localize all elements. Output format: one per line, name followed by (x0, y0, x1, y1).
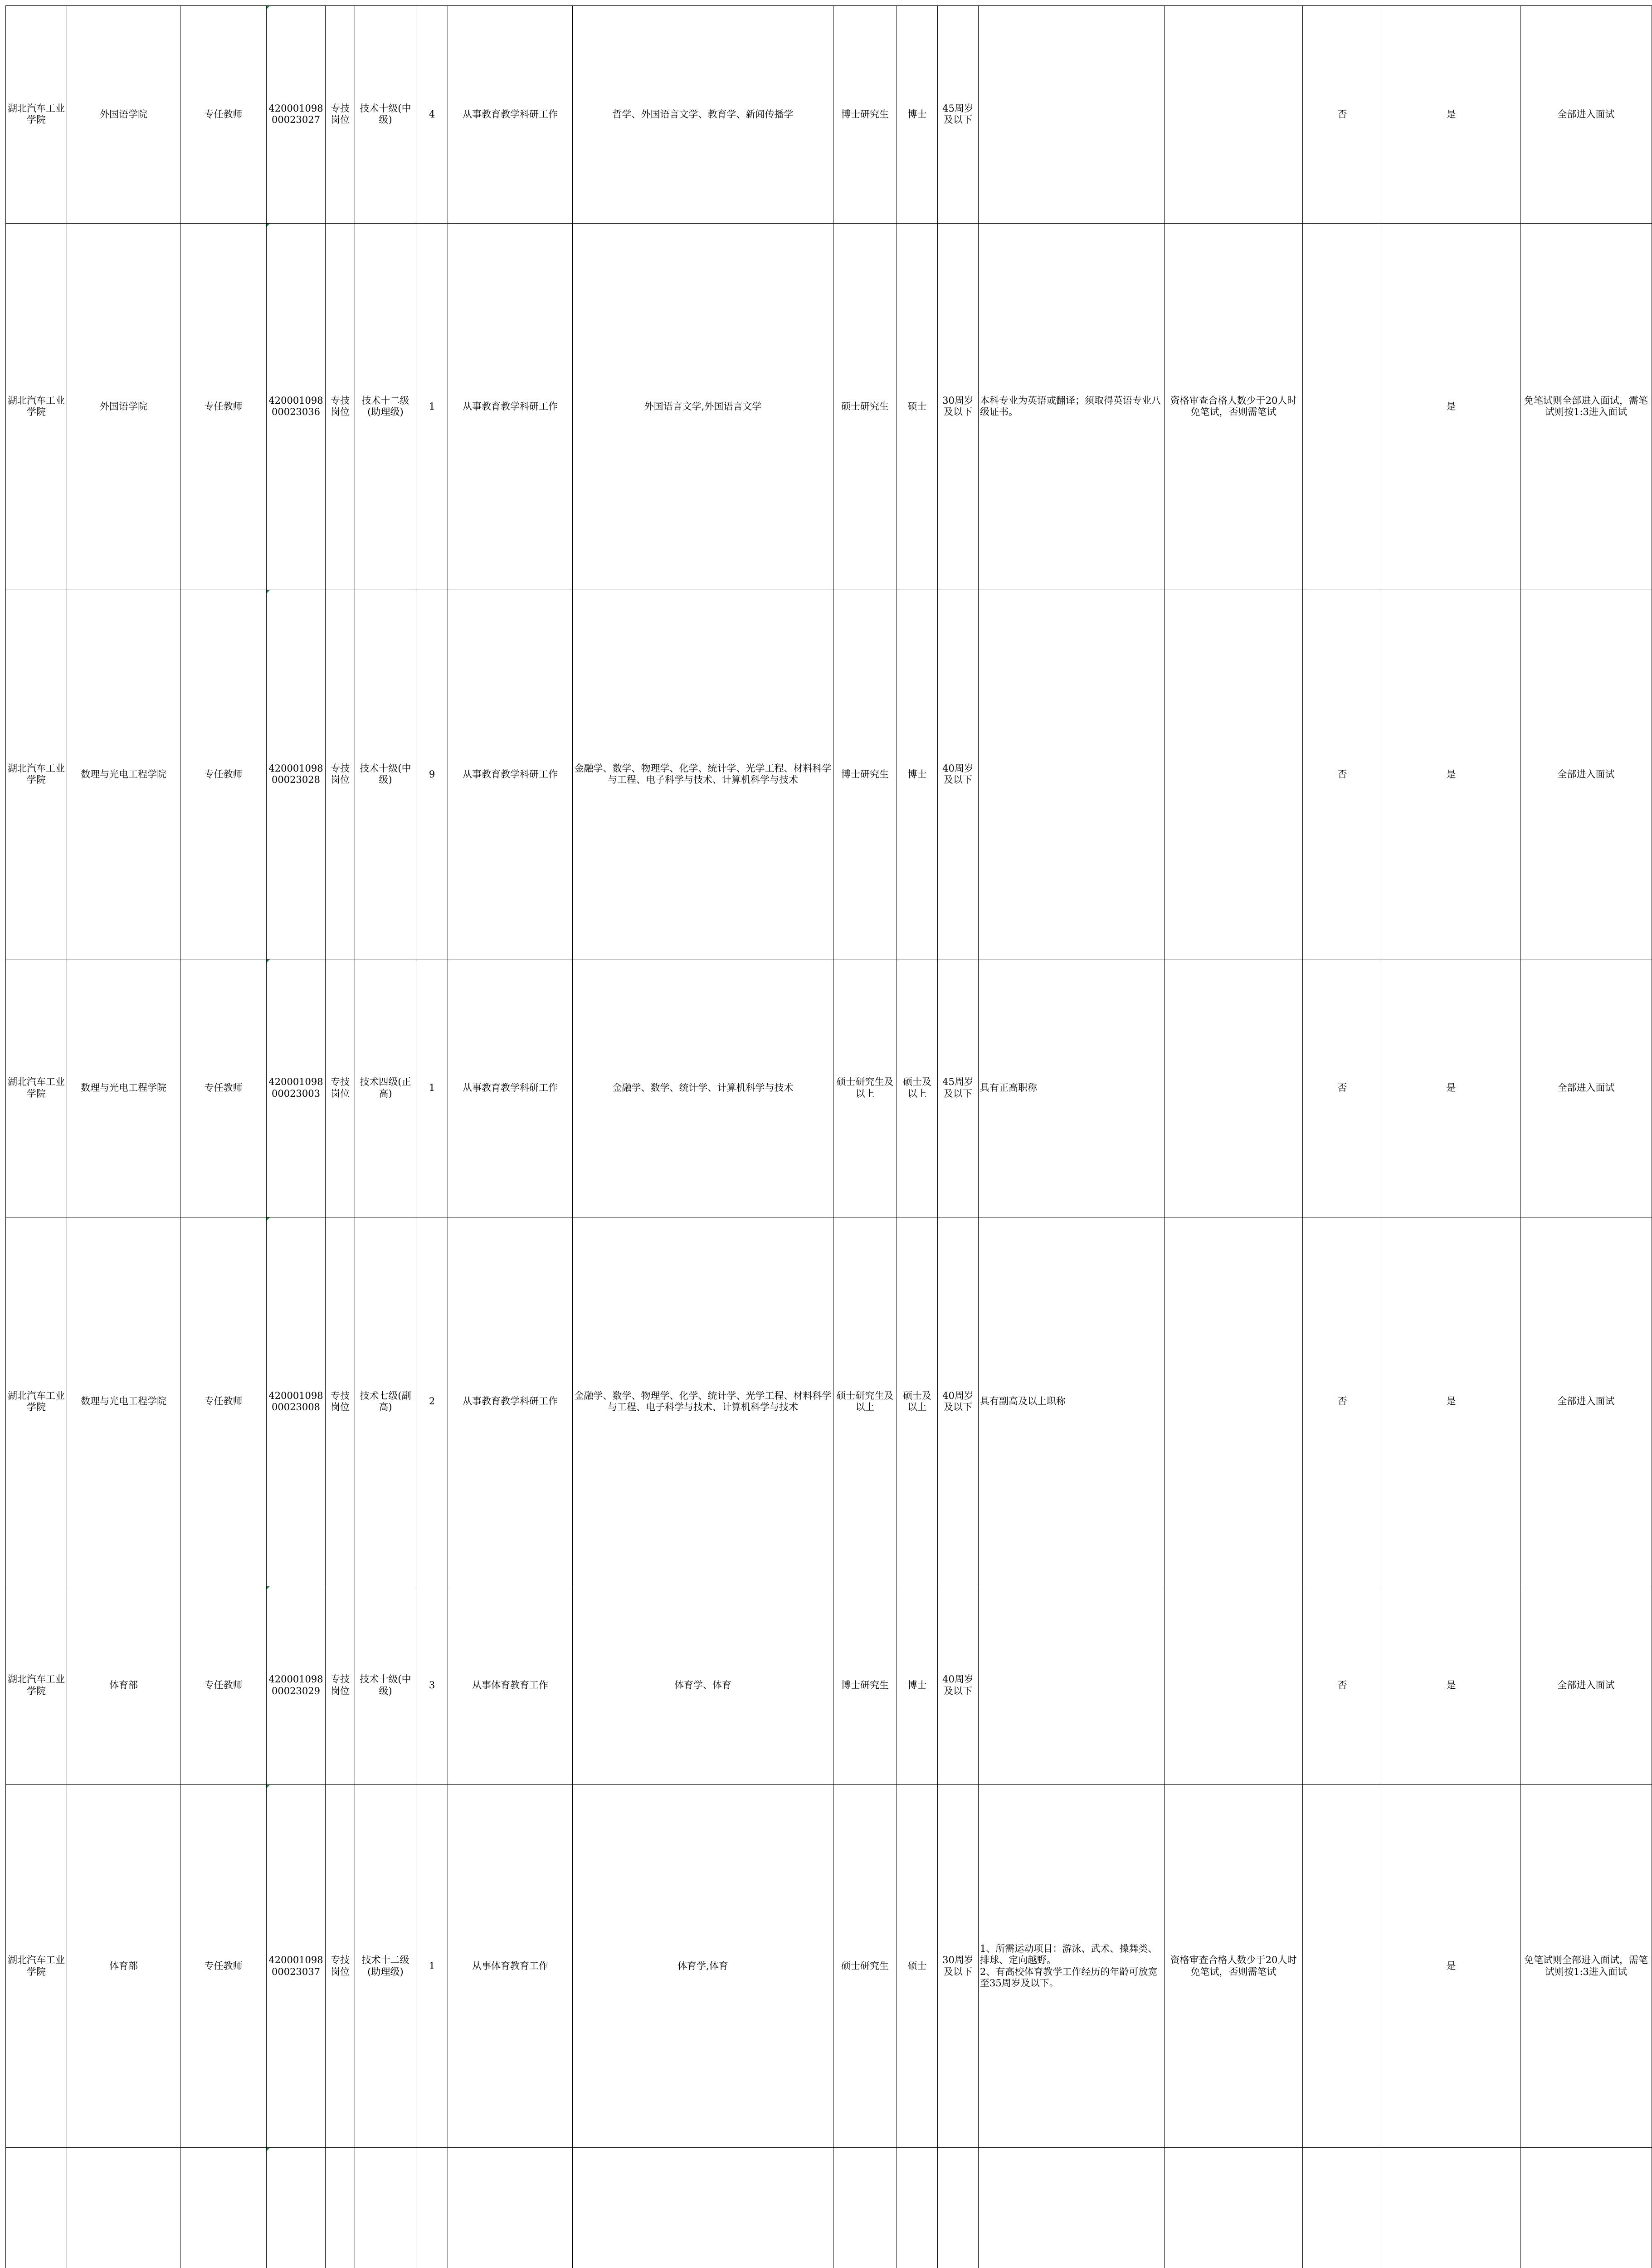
interview-cell: 是 (1382, 1586, 1520, 1785)
level-cell: 技术十二级(助理级) (355, 223, 416, 590)
org-cell: 湖北汽车工业学院 (6, 6, 67, 224)
major-cell: 体育学,体育 (573, 1785, 833, 2148)
degree-cell: 硕士 (897, 223, 938, 590)
exam-cell (1303, 223, 1382, 590)
table-row (6, 1785, 1652, 2148)
org-cell: 湖北汽车工业学院 (6, 959, 67, 1217)
duty-cell: 从事体育教育工作 (448, 1586, 573, 1785)
category-cell: 专技岗位 (326, 590, 355, 959)
major-cell (573, 2147, 833, 2268)
dept-cell: 体育部 (67, 1785, 180, 2148)
age-cell: 30周岁及以下 (938, 223, 979, 590)
major-cell: 金融学、数学、统计学、计算机科学与技术 (573, 959, 833, 1217)
category-cell: 专技岗位 (326, 959, 355, 1217)
duty-cell: 从事教育教学科研工作 (448, 590, 573, 959)
org-cell: 湖北汽车工业学院 (6, 1785, 67, 2148)
table-body (6, 6, 1652, 2268)
quota-cell: 3 (416, 1586, 448, 1785)
degree-cell: 博士 (897, 590, 938, 959)
code-cell: 42000109800023027 (267, 6, 326, 224)
level-cell: 技术十级(中级) (355, 6, 416, 224)
major-cell: 金融学、数学、物理学、化学、统计学、光学工程、材料科学与工程、电子科学与技术、计算机科学与技术 (573, 590, 833, 959)
exemption-cell: 资格审查合格人数少于20人时免笔试，否则需笔试 (1165, 223, 1303, 590)
exam-cell: 否 (1303, 1217, 1382, 1586)
table-row (6, 6, 1652, 224)
quota-cell: 4 (416, 6, 448, 224)
degree-cell: 博士 (897, 1586, 938, 1785)
requirement-cell (979, 6, 1165, 224)
position-cell: 专任教师 (180, 1785, 267, 2148)
code-cell: 42000109800023036 (267, 223, 326, 590)
code-cell: 42000109800023037 (267, 1785, 326, 2148)
dept-cell: 数理与光电工程学院 (67, 590, 180, 959)
position-cell: 专任教师 (180, 223, 267, 590)
table-row (6, 1217, 1652, 1586)
position-cell (180, 2147, 267, 2268)
category-cell (326, 2147, 355, 2268)
interview-ratio-cell: 全部进入面试 (1520, 1217, 1652, 1586)
requirement-cell: 具有副高及以上职称 (979, 1217, 1165, 1586)
interview-ratio-cell (1520, 2147, 1652, 2268)
requirement-cell (979, 590, 1165, 959)
exam-cell (1303, 2147, 1382, 2268)
code-cell: 42000109800023028 (267, 590, 326, 959)
duty-cell: 从事教育教学科研工作 (448, 223, 573, 590)
table-row (6, 223, 1652, 590)
interview-cell: 是 (1382, 590, 1520, 959)
position-cell: 专任教师 (180, 1586, 267, 1785)
education-cell: 硕士研究生 (833, 223, 897, 590)
category-cell: 专技岗位 (326, 1785, 355, 2148)
education-cell: 博士研究生 (833, 590, 897, 959)
level-cell: 技术七级(副高) (355, 1217, 416, 1586)
education-cell (833, 2147, 897, 2268)
level-cell: 技术四级(正高) (355, 959, 416, 1217)
interview-cell: 是 (1382, 6, 1520, 224)
interview-ratio-cell: 免笔试则全部进入面试，需笔试则按1:3进入面试 (1520, 1785, 1652, 2148)
code-cell: 42000109800023029 (267, 1586, 326, 1785)
interview-ratio-cell: 全部进入面试 (1520, 590, 1652, 959)
dept-cell: 体育部 (67, 1586, 180, 1785)
level-cell: 技术十级(中级) (355, 1586, 416, 1785)
age-cell (938, 2147, 979, 2268)
dept-cell: 外国语学院 (67, 223, 180, 590)
age-cell: 40周岁及以下 (938, 1586, 979, 1785)
level-cell (355, 2147, 416, 2268)
age-cell: 40周岁及以下 (938, 1217, 979, 1586)
interview-cell (1382, 2147, 1520, 2268)
duty-cell: 从事教育教学科研工作 (448, 6, 573, 224)
interview-cell: 是 (1382, 1217, 1520, 1586)
interview-cell: 是 (1382, 223, 1520, 590)
exam-cell (1303, 1785, 1382, 2148)
interview-cell: 是 (1382, 1785, 1520, 2148)
exemption-cell (1165, 1217, 1303, 1586)
dept-cell: 外国语学院 (67, 6, 180, 224)
quota-cell: 1 (416, 223, 448, 590)
quota-cell: 1 (416, 1785, 448, 2148)
quota-cell: 1 (416, 959, 448, 1217)
degree-cell: 硕士及以上 (897, 959, 938, 1217)
exemption-cell: 资格审查合格人数少于20人时免笔试，否则需笔试 (1165, 1785, 1303, 2148)
quota-cell (416, 2147, 448, 2268)
category-cell: 专技岗位 (326, 6, 355, 224)
age-cell: 30周岁及以下 (938, 1785, 979, 2148)
exam-cell: 否 (1303, 6, 1382, 224)
position-cell: 专任教师 (180, 1217, 267, 1586)
category-cell: 专技岗位 (326, 1586, 355, 1785)
degree-cell: 硕士及以上 (897, 1217, 938, 1586)
position-cell: 专任教师 (180, 959, 267, 1217)
table-row (6, 1586, 1652, 1785)
quota-cell: 9 (416, 590, 448, 959)
org-cell (6, 2147, 67, 2268)
education-cell: 硕士研究生 (833, 1785, 897, 2148)
requirement-cell: 具有正高职称 (979, 959, 1165, 1217)
education-cell: 硕士研究生及以上 (833, 1217, 897, 1586)
position-cell: 专任教师 (180, 590, 267, 959)
interview-ratio-cell: 免笔试则全部进入面试，需笔试则按1:3进入面试 (1520, 223, 1652, 590)
recruitment-table (5, 5, 1652, 2268)
code-cell: 42000109800023008 (267, 1217, 326, 1586)
education-cell: 博士研究生 (833, 6, 897, 224)
major-cell: 哲学、外国语言文学、教育学、新闻传播学 (573, 6, 833, 224)
education-cell: 博士研究生 (833, 1586, 897, 1785)
duty-cell (448, 2147, 573, 2268)
interview-ratio-cell: 全部进入面试 (1520, 959, 1652, 1217)
dept-cell: 数理与光电工程学院 (67, 959, 180, 1217)
org-cell: 湖北汽车工业学院 (6, 1586, 67, 1785)
org-cell: 湖北汽车工业学院 (6, 590, 67, 959)
code-cell (267, 2147, 326, 2268)
major-cell: 金融学、数学、物理学、化学、统计学、光学工程、材料科学与工程、电子科学与技术、计算机科学与技术 (573, 1217, 833, 1586)
requirement-cell: 1、所需运动项目：游泳、武术、操舞类、排球、定向越野。 2、有高校体育教学工作经历的年龄可放宽至35周岁及以下。 (979, 1785, 1165, 2148)
org-cell: 湖北汽车工业学院 (6, 223, 67, 590)
level-cell: 技术十级(中级) (355, 590, 416, 959)
degree-cell: 博士 (897, 6, 938, 224)
category-cell: 专技岗位 (326, 223, 355, 590)
major-cell: 体育学、体育 (573, 1586, 833, 1785)
requirement-cell (979, 1586, 1165, 1785)
degree-cell: 硕士 (897, 1785, 938, 2148)
degree-cell (897, 2147, 938, 2268)
duty-cell: 从事体育教育工作 (448, 1785, 573, 2148)
interview-cell: 是 (1382, 959, 1520, 1217)
level-cell: 技术十二级(助理级) (355, 1785, 416, 2148)
age-cell: 45周岁及以下 (938, 6, 979, 224)
exam-cell: 否 (1303, 959, 1382, 1217)
exemption-cell (1165, 590, 1303, 959)
table-row (6, 2147, 1652, 2268)
exemption-cell (1165, 959, 1303, 1217)
exam-cell: 否 (1303, 1586, 1382, 1785)
position-cell: 专任教师 (180, 6, 267, 224)
requirement-cell: 本科专业为英语或翻译；须取得英语专业八级证书。 (979, 223, 1165, 590)
age-cell: 45周岁及以下 (938, 959, 979, 1217)
interview-ratio-cell: 全部进入面试 (1520, 6, 1652, 224)
dept-cell: 数理与光电工程学院 (67, 1217, 180, 1586)
duty-cell: 从事教育教学科研工作 (448, 959, 573, 1217)
quota-cell: 2 (416, 1217, 448, 1586)
education-cell: 硕士研究生及以上 (833, 959, 897, 1217)
duty-cell: 从事教育教学科研工作 (448, 1217, 573, 1586)
requirement-cell (979, 2147, 1165, 2268)
category-cell: 专技岗位 (326, 1217, 355, 1586)
org-cell: 湖北汽车工业学院 (6, 1217, 67, 1586)
exemption-cell (1165, 6, 1303, 224)
dept-cell (67, 2147, 180, 2268)
code-cell: 42000109800023003 (267, 959, 326, 1217)
major-cell: 外国语言文学,外国语言文学 (573, 223, 833, 590)
exemption-cell (1165, 2147, 1303, 2268)
age-cell: 40周岁及以下 (938, 590, 979, 959)
table-row (6, 590, 1652, 959)
table-row (6, 959, 1652, 1217)
interview-ratio-cell: 全部进入面试 (1520, 1586, 1652, 1785)
exemption-cell (1165, 1586, 1303, 1785)
exam-cell: 否 (1303, 590, 1382, 959)
